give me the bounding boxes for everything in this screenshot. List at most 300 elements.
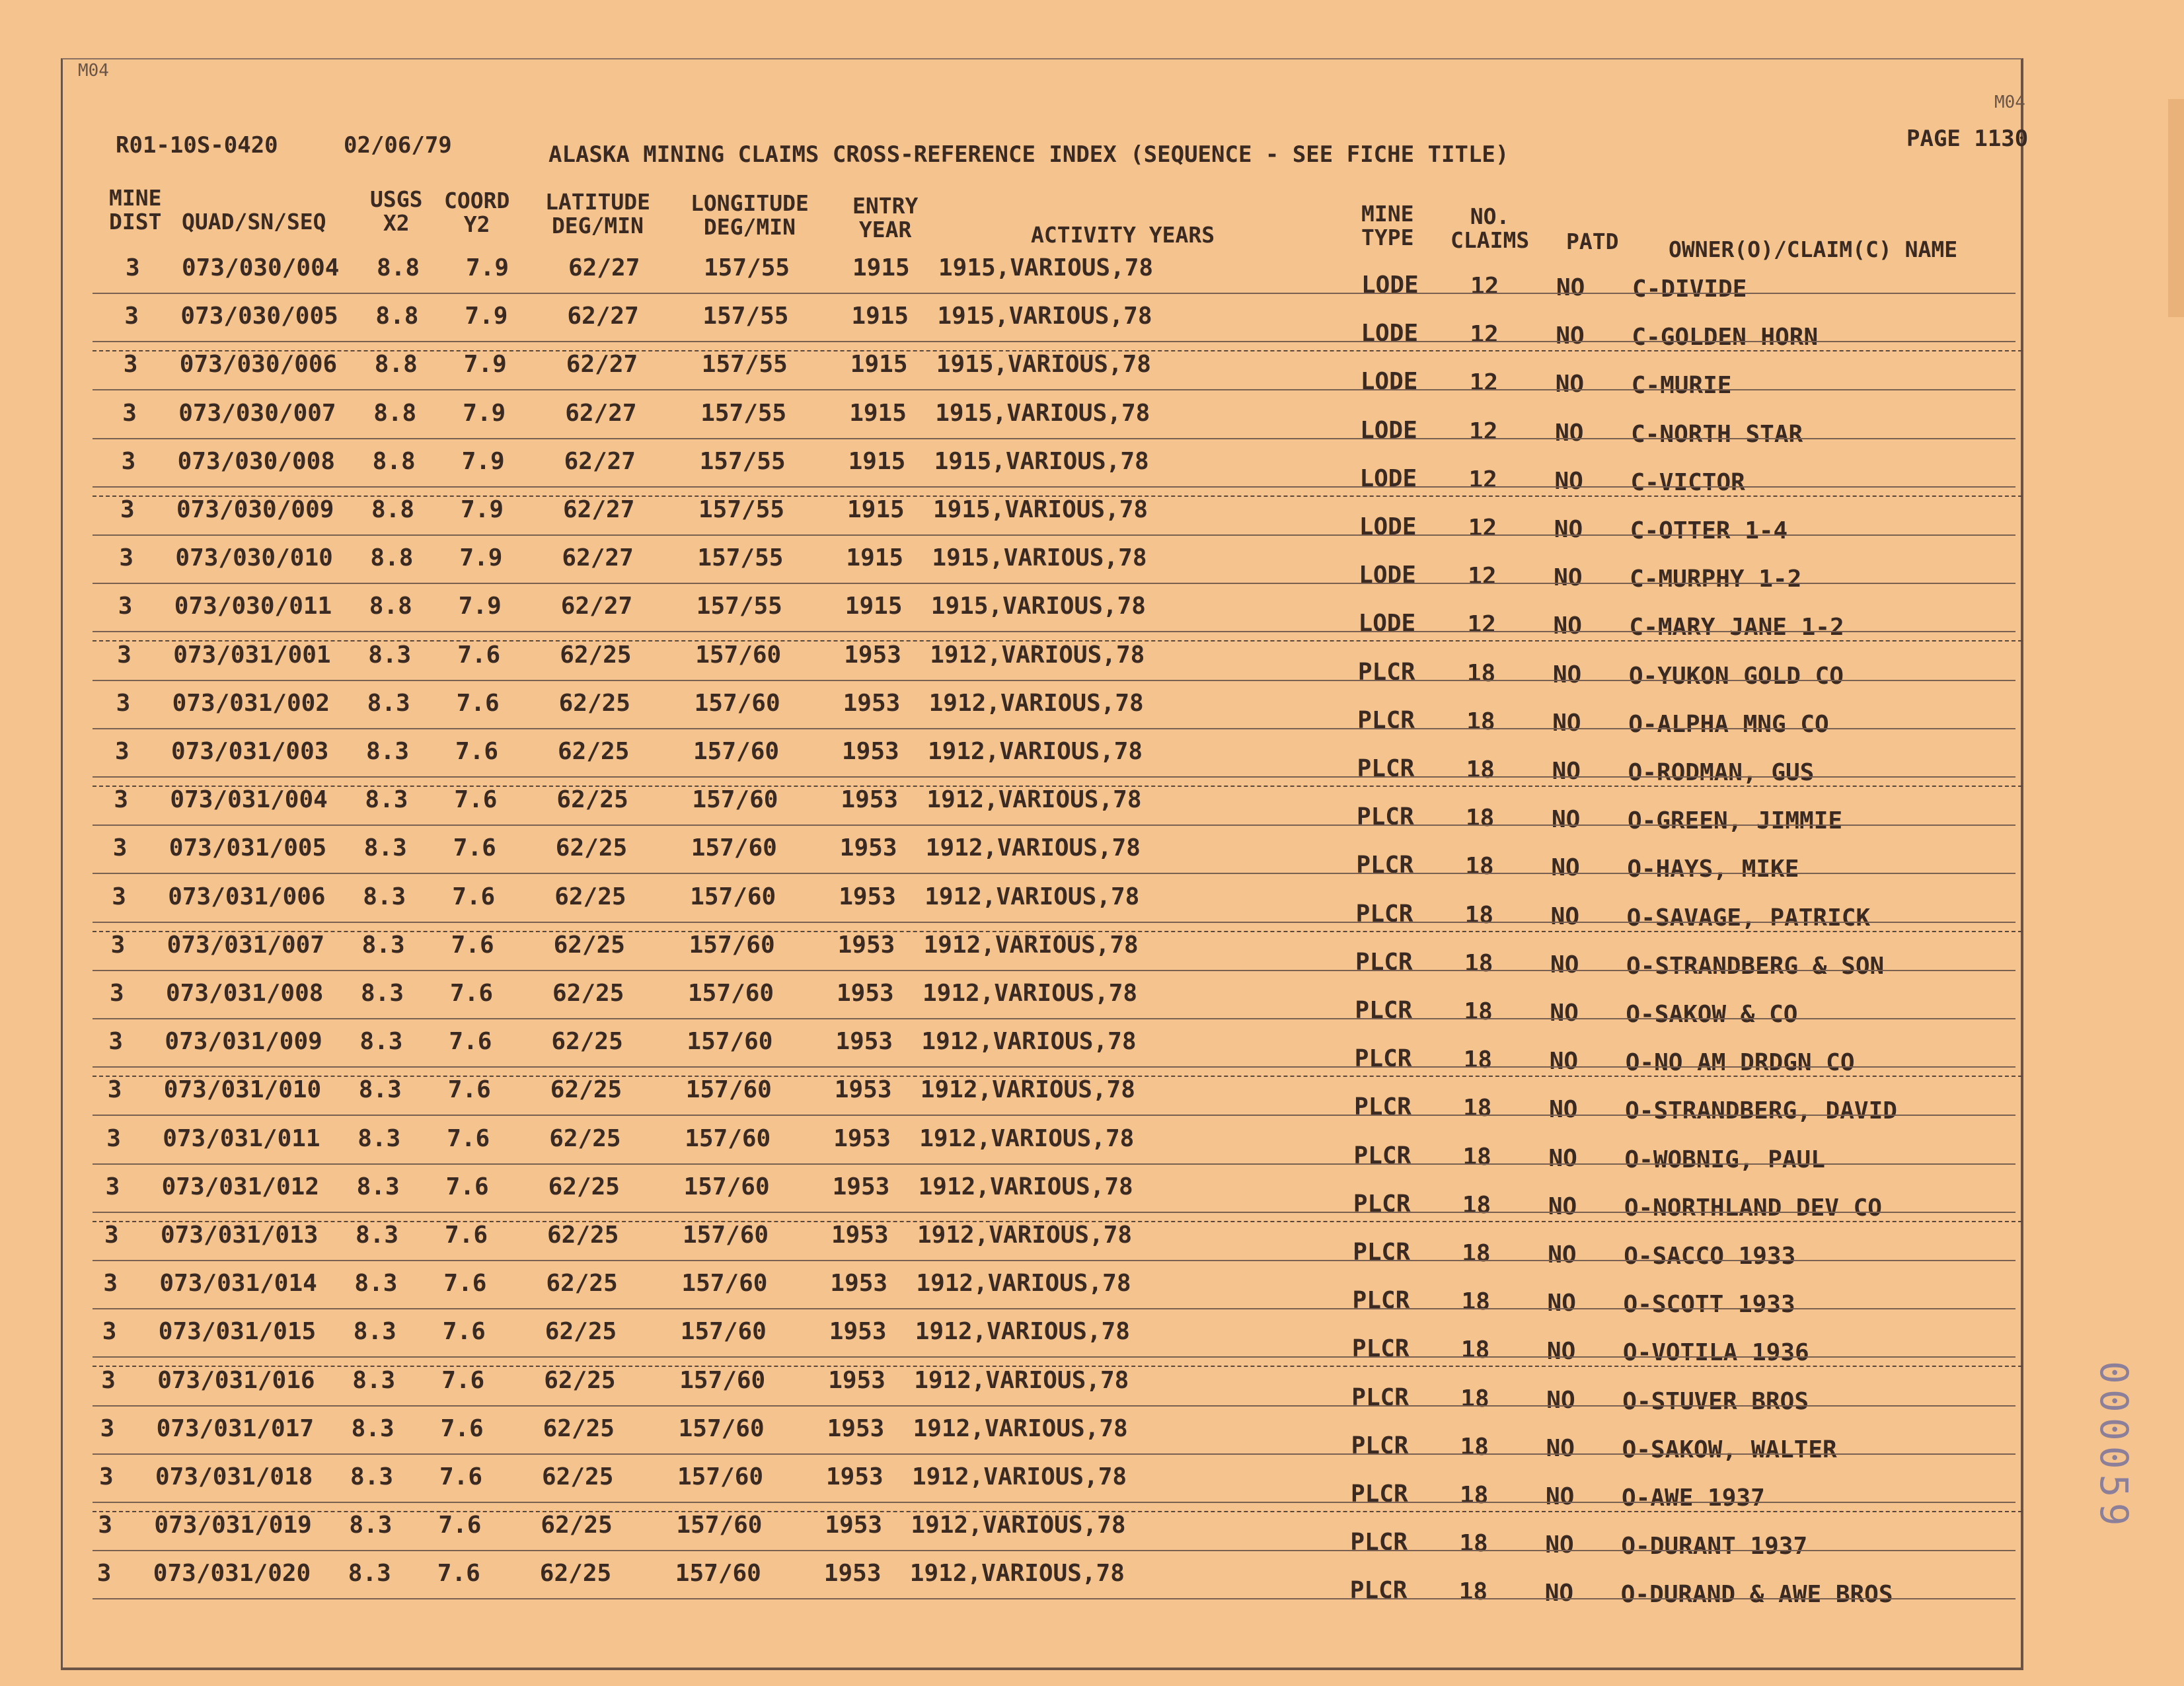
cell-patd: NO: [1555, 419, 1584, 447]
cell-longitude: 157/55: [702, 303, 789, 330]
cell-mine-dist: 3: [122, 399, 137, 427]
cell-activity-years: 1915,VARIOUS,78: [934, 447, 1149, 475]
cell-claims: 18: [1465, 805, 1495, 832]
cell-mine-dist: 3: [124, 303, 139, 330]
cell-latitude: 62/27: [567, 303, 639, 330]
cell-claims: 18: [1460, 1433, 1489, 1461]
cell-claims: 12: [1470, 321, 1499, 349]
cell-latitude: 62/25: [555, 834, 628, 862]
cell-longitude: 157/60: [688, 980, 774, 1007]
cell-usgs-x: 8.8: [373, 399, 417, 427]
cell-coord-y: 7.9: [463, 351, 507, 379]
cell-quad-sn-seq: 073/031/002: [172, 689, 330, 717]
cell-mine-type: PLCR: [1353, 1239, 1410, 1266]
cell-claims: 18: [1465, 853, 1494, 881]
row-divider: [93, 728, 2015, 729]
cell-quad-sn-seq: 073/030/007: [178, 399, 336, 427]
cell-longitude: 157/60: [691, 834, 777, 862]
cell-latitude: 62/27: [560, 593, 633, 620]
table-row: [93, 303, 2022, 351]
col-mine-type: MINE TYPE: [1361, 201, 1414, 250]
cell-entry-year: 1953: [825, 1512, 883, 1539]
row-divider: [93, 341, 2015, 342]
cell-quad-sn-seq: 073/031/017: [156, 1414, 315, 1442]
cell-activity-years: 1912,VARIOUS,78: [914, 1366, 1129, 1394]
cell-activity-years: 1912,VARIOUS,78: [926, 786, 1142, 814]
cell-activity-years: 1912,VARIOUS,78: [913, 1414, 1128, 1442]
row-divider: [93, 922, 2015, 923]
fiche-stamp: 000059: [2091, 1361, 2136, 1531]
report-id: R01-10S-0420: [116, 132, 278, 159]
cell-owner-name: O-HAYS, MIKE: [1627, 856, 1799, 883]
cell-mine-type: PLCR: [1350, 1529, 1408, 1557]
cell-claims: 12: [1468, 515, 1497, 542]
cell-activity-years: 1912,VARIOUS,78: [916, 1270, 1131, 1298]
cell-latitude: 62/25: [548, 1173, 620, 1200]
cell-patd: NO: [1546, 1483, 1575, 1510]
cell-owner-name: C-GOLDEN HORN: [1632, 324, 1819, 351]
table-row: [93, 351, 2022, 398]
cell-latitude: 62/25: [545, 1318, 617, 1346]
cell-usgs-x: 8.3: [366, 738, 410, 765]
cell-owner-name: O-SAKOW, WALTER: [1622, 1436, 1837, 1463]
cell-quad-sn-seq: 073/030/009: [176, 496, 334, 523]
cell-owner-name: O-YUKON GOLD CO: [1628, 662, 1844, 690]
cell-latitude: 62/25: [558, 689, 630, 717]
cell-owner-name: C-OTTER 1-4: [1630, 517, 1788, 544]
cell-mine-dist: 3: [106, 1124, 121, 1152]
cell-usgs-x: 8.3: [367, 689, 410, 717]
cell-owner-name: O-ALPHA MNG CO: [1628, 710, 1829, 738]
cell-activity-years: 1912,VARIOUS,78: [909, 1560, 1125, 1588]
cell-latitude: 62/25: [541, 1512, 613, 1539]
cell-mine-type: LODE: [1361, 320, 1419, 348]
cell-coord-y: 7.6: [439, 1463, 483, 1490]
cell-patd: NO: [1556, 274, 1585, 301]
cell-activity-years: 1915,VARIOUS,78: [937, 303, 1152, 330]
cell-entry-year: 1915: [846, 544, 904, 572]
cell-claims: 18: [1464, 949, 1493, 977]
cell-patd: NO: [1549, 1048, 1579, 1076]
cell-usgs-x: 8.3: [358, 1124, 401, 1152]
cell-longitude: 157/55: [697, 544, 784, 572]
cell-coord-y: 7.6: [445, 1222, 488, 1249]
table-row: [93, 496, 2022, 544]
cell-patd: NO: [1545, 1531, 1574, 1559]
col-usgs-x: USGS X2: [370, 186, 423, 236]
cell-coord-y: 7.6: [442, 1318, 486, 1346]
cell-longitude: 157/55: [699, 447, 786, 475]
cell-patd: NO: [1554, 564, 1583, 592]
cell-longitude: 157/60: [687, 1028, 773, 1056]
cell-usgs-x: 8.3: [361, 931, 405, 959]
cell-owner-name: O-SAVAGE, PATRICK: [1626, 904, 1871, 932]
cell-entry-year: 1953: [827, 1414, 885, 1442]
cell-claims: 12: [1470, 273, 1499, 300]
cell-mine-dist: 3: [100, 1414, 115, 1442]
cell-coord-y: 7.6: [453, 834, 496, 862]
table-row: [93, 1270, 2022, 1317]
cell-patd: NO: [1556, 322, 1585, 350]
cell-patd: NO: [1553, 612, 1582, 640]
cell-owner-name: O-WOBNIG, PAUL: [1624, 1146, 1825, 1173]
cell-quad-sn-seq: 073/030/005: [180, 303, 338, 330]
col-patd: PATD: [1566, 229, 1619, 254]
cell-latitude: 62/25: [553, 931, 625, 959]
cell-owner-name: C-MURIE: [1631, 372, 1732, 400]
cell-usgs-x: 8.3: [356, 1173, 400, 1200]
row-divider: [93, 776, 2015, 778]
cell-claims: 18: [1462, 1143, 1491, 1171]
cell-usgs-x: 8.3: [356, 1222, 399, 1249]
cell-usgs-x: 8.3: [353, 1318, 396, 1346]
cell-activity-years: 1912,VARIOUS,78: [917, 1222, 1133, 1249]
cell-longitude: 157/55: [696, 593, 782, 620]
table-row: [93, 834, 2022, 882]
cell-mine-type: PLCR: [1355, 948, 1413, 976]
cell-patd: NO: [1546, 1386, 1575, 1414]
cell-patd: NO: [1552, 758, 1581, 785]
row-divider: [93, 389, 2015, 390]
cell-quad-sn-seq: 073/031/016: [157, 1366, 315, 1394]
cell-entry-year: 1953: [832, 1173, 890, 1200]
cell-claims: 18: [1458, 1578, 1488, 1606]
cell-mine-type: LODE: [1361, 272, 1419, 299]
cell-owner-name: C-VICTOR: [1630, 468, 1745, 496]
cell-claims: 18: [1464, 998, 1493, 1025]
cell-latitude: 62/25: [544, 1366, 616, 1394]
cell-latitude: 62/25: [560, 641, 632, 669]
row-divider: [93, 438, 2015, 439]
table-row: [93, 544, 2022, 592]
cell-usgs-x: 8.8: [371, 496, 415, 523]
cell-patd: NO: [1548, 1241, 1577, 1268]
cell-coord-y: 7.6: [443, 1270, 487, 1298]
cell-entry-year: 1953: [835, 1028, 893, 1056]
cell-usgs-x: 8.3: [352, 1366, 396, 1394]
cell-latitude: 62/25: [551, 1028, 623, 1056]
cell-longitude: 157/60: [675, 1560, 761, 1588]
cell-claims: 18: [1462, 1240, 1491, 1267]
cell-owner-name: O-RODMAN, GUS: [1628, 759, 1815, 786]
cell-usgs-x: 8.3: [350, 1463, 394, 1490]
row-divider: [93, 970, 2015, 971]
cell-entry-year: 1915: [845, 593, 903, 620]
cell-mine-dist: 3: [117, 641, 132, 669]
cell-coord-y: 7.6: [445, 1173, 489, 1200]
table-row: [93, 1560, 2022, 1607]
cell-activity-years: 1912,VARIOUS,78: [919, 1124, 1135, 1152]
cell-mine-dist: 3: [110, 931, 126, 959]
col-coord-y: COORD Y2: [444, 188, 510, 237]
cell-longitude: 157/60: [689, 931, 775, 959]
cell-quad-sn-seq: 073/031/014: [159, 1270, 317, 1298]
cell-mine-type: PLCR: [1357, 658, 1415, 686]
cell-mine-dist: 3: [101, 1366, 116, 1394]
cell-coord-y: 7.9: [463, 399, 506, 427]
cell-quad-sn-seq: 073/031/005: [169, 834, 327, 862]
cell-mine-type: PLCR: [1357, 706, 1415, 734]
cell-quad-sn-seq: 073/030/008: [177, 447, 336, 475]
row-divider: [93, 825, 2015, 826]
cell-patd: NO: [1547, 1290, 1576, 1317]
table-row: [93, 1463, 2022, 1512]
cell-quad-sn-seq: 073/030/010: [175, 544, 333, 572]
cell-longitude: 157/55: [704, 254, 790, 281]
cell-mine-dist: 3: [119, 544, 134, 572]
cell-patd: NO: [1549, 1096, 1578, 1124]
cell-quad-sn-seq: 073/030/004: [182, 254, 340, 281]
cell-latitude: 62/25: [554, 883, 626, 910]
edge-tab: [2168, 99, 2184, 317]
cell-quad-sn-seq: 073/031/001: [173, 641, 331, 669]
cell-mine-type: PLCR: [1351, 1481, 1408, 1508]
cell-quad-sn-seq: 073/031/009: [165, 1028, 322, 1056]
cell-usgs-x: 8.8: [369, 593, 412, 620]
cell-patd: NO: [1552, 709, 1581, 737]
table-row: [93, 593, 2022, 641]
cell-owner-name: O-DURAND & AWE BROS: [1620, 1581, 1893, 1609]
table-row: [93, 738, 2022, 787]
cell-mine-dist: 3: [107, 1076, 122, 1104]
row-divider: [93, 486, 2015, 488]
cell-coord-y: 7.9: [458, 593, 502, 620]
cell-patd: NO: [1552, 661, 1582, 688]
cell-owner-name: O-SAKOW & CO: [1626, 1001, 1798, 1028]
cell-latitude: 62/25: [547, 1222, 619, 1249]
cell-latitude: 62/27: [563, 496, 635, 523]
cell-mine-dist: 3: [102, 1318, 117, 1346]
cell-coord-y: 7.9: [459, 544, 503, 572]
cell-entry-year: 1953: [831, 1222, 889, 1249]
table-row: [93, 932, 2022, 979]
cell-mine-dist: 3: [118, 593, 133, 620]
cell-quad-sn-seq: 073/031/011: [163, 1124, 320, 1152]
cell-activity-years: 1915,VARIOUS,78: [936, 351, 1151, 379]
cell-activity-years: 1915,VARIOUS,78: [933, 496, 1148, 523]
cell-quad-sn-seq: 073/031/010: [163, 1076, 322, 1104]
cell-mine-type: PLCR: [1356, 852, 1414, 879]
cell-usgs-x: 8.3: [348, 1560, 391, 1588]
cell-mine-dist: 3: [120, 496, 135, 523]
cell-mine-type: PLCR: [1351, 1335, 1410, 1363]
cell-claims: 12: [1469, 369, 1499, 397]
cell-longitude: 157/60: [685, 1076, 772, 1104]
cell-longitude: 157/60: [693, 738, 780, 765]
cell-claims: 18: [1466, 756, 1495, 784]
cell-quad-sn-seq: 073/030/011: [174, 593, 332, 620]
cell-coord-y: 7.9: [461, 496, 504, 523]
cell-activity-years: 1912,VARIOUS,78: [915, 1318, 1130, 1346]
cell-usgs-x: 8.3: [365, 786, 408, 814]
cell-patd: NO: [1546, 1434, 1575, 1462]
cell-activity-years: 1912,VARIOUS,78: [925, 834, 1141, 862]
cell-quad-sn-seq: 073/031/006: [168, 883, 326, 910]
cell-coord-y: 7.6: [457, 641, 501, 669]
row-divider: [93, 583, 2015, 584]
cell-usgs-x: 8.3: [351, 1414, 395, 1442]
cell-owner-name: O-SCOTT 1933: [1623, 1291, 1795, 1319]
cell-claims: 18: [1466, 708, 1495, 735]
cell-usgs-x: 8.3: [361, 980, 404, 1007]
cell-entry-year: 1953: [828, 1366, 885, 1394]
cell-patd: NO: [1548, 1144, 1577, 1172]
cell-activity-years: 1912,VARIOUS,78: [920, 1076, 1135, 1104]
cell-latitude: 62/27: [564, 447, 636, 475]
cell-mine-dist: 3: [112, 883, 126, 910]
cell-coord-y: 7.6: [449, 1028, 492, 1056]
cell-mine-dist: 3: [96, 1560, 112, 1588]
table-row: [93, 786, 2022, 834]
cell-mine-dist: 3: [103, 1270, 118, 1298]
cell-activity-years: 1912,VARIOUS,78: [930, 641, 1145, 669]
cell-usgs-x: 8.3: [349, 1512, 393, 1539]
cell-claims: 18: [1460, 1482, 1489, 1509]
cell-coord-y: 7.6: [452, 883, 496, 910]
cell-usgs-x: 8.3: [363, 883, 406, 910]
cell-entry-year: 1915: [848, 447, 906, 475]
cell-mine-type: PLCR: [1352, 1287, 1410, 1315]
cell-coord-y: 7.6: [455, 738, 499, 765]
cell-activity-years: 1912,VARIOUS,78: [924, 883, 1140, 910]
table-row: [93, 883, 2022, 932]
row-divider: [93, 534, 2015, 536]
cell-longitude: 157/60: [681, 1270, 768, 1298]
cell-owner-name: O-STRANDBERG & SON: [1626, 952, 1885, 980]
cell-mine-type: LODE: [1360, 416, 1417, 444]
cell-mine-dist: 3: [98, 1512, 113, 1539]
table-row: [93, 1173, 2022, 1222]
cell-latitude: 62/25: [543, 1414, 615, 1442]
cell-quad-sn-seq: 073/031/019: [154, 1512, 312, 1539]
cell-mine-dist: 3: [99, 1463, 114, 1490]
cell-latitude: 62/27: [565, 399, 637, 427]
cell-entry-year: 1953: [837, 980, 894, 1007]
cell-owner-name: O-STUVER BROS: [1622, 1387, 1809, 1415]
row-divider: [93, 1502, 2015, 1503]
cell-entry-year: 1915: [851, 303, 909, 330]
cell-mine-type: PLCR: [1357, 755, 1415, 782]
cell-activity-years: 1915,VARIOUS,78: [938, 254, 1154, 281]
cell-activity-years: 1912,VARIOUS,78: [921, 1028, 1137, 1056]
report-date: 02/06/79: [344, 132, 452, 159]
col-activity-years: ACTIVITY YEARS: [1031, 222, 1215, 248]
cell-entry-year: 1953: [826, 1463, 884, 1490]
row-divider: [93, 1308, 2015, 1309]
cell-entry-year: 1953: [834, 1076, 892, 1104]
cell-mine-dist: 3: [116, 689, 131, 717]
cell-longitude: 157/60: [679, 1366, 766, 1394]
cell-coord-y: 7.6: [450, 980, 494, 1007]
table-row: [93, 1512, 2022, 1559]
cell-claims: 12: [1469, 418, 1498, 445]
cell-coord-y: 7.6: [456, 689, 500, 717]
cell-mine-type: PLCR: [1354, 1045, 1412, 1073]
cell-coord-y: 7.6: [438, 1512, 482, 1539]
cell-usgs-x: 8.8: [372, 447, 416, 475]
cell-usgs-x: 8.3: [354, 1270, 398, 1298]
cell-longitude: 157/60: [685, 1124, 771, 1152]
cell-latitude: 62/27: [566, 351, 638, 379]
cell-claims: 18: [1466, 659, 1496, 687]
cell-longitude: 157/60: [694, 689, 780, 717]
cell-activity-years: 1912,VARIOUS,78: [912, 1463, 1127, 1490]
cell-patd: NO: [1548, 1192, 1577, 1220]
cell-latitude: 62/25: [546, 1270, 618, 1298]
cell-usgs-x: 8.3: [358, 1076, 402, 1104]
cell-coord-y: 7.6: [454, 786, 498, 814]
cell-entry-year: 1953: [833, 1124, 891, 1152]
cell-mine-type: PLCR: [1356, 803, 1414, 831]
cell-entry-year: 1915: [850, 351, 908, 379]
page-number: PAGE 1130: [1906, 126, 2029, 152]
row-divider: [93, 1260, 2015, 1261]
row-divider: [93, 873, 2015, 874]
cell-mine-dist: 3: [104, 1222, 119, 1249]
cell-activity-years: 1912,VARIOUS,78: [911, 1512, 1126, 1539]
row-divider: [93, 1356, 2015, 1358]
table-row: [93, 1028, 2022, 1077]
table-row: [93, 1222, 2022, 1269]
cell-mine-dist: 3: [126, 254, 140, 281]
cell-owner-name: C-DIVIDE: [1632, 275, 1747, 303]
row-divider: [93, 1115, 2015, 1116]
cell-mine-dist: 3: [110, 980, 124, 1007]
cell-owner-name: O-NO AM DRDGN CO: [1625, 1049, 1855, 1077]
cell-latitude: 62/27: [562, 544, 634, 572]
cell-latitude: 62/25: [558, 738, 630, 765]
cell-mine-type: LODE: [1358, 610, 1416, 638]
cell-longitude: 157/55: [701, 351, 788, 379]
row-divider: [93, 680, 2015, 681]
cell-owner-name: O-DURANT 1937: [1621, 1533, 1808, 1560]
row-divider: [93, 1018, 2015, 1019]
cell-entry-year: 1953: [837, 931, 895, 959]
col-quad: QUAD/SN/SEQ: [182, 209, 326, 235]
cell-usgs-x: 8.8: [370, 544, 414, 572]
cell-entry-year: 1953: [844, 641, 901, 669]
cell-owner-name: C-MARY JANE 1-2: [1629, 614, 1844, 641]
cell-quad-sn-seq: 073/031/020: [153, 1560, 311, 1588]
cell-claims: 12: [1468, 563, 1497, 591]
cell-coord-y: 7.9: [461, 447, 505, 475]
cell-mine-type: LODE: [1359, 562, 1416, 589]
cell-quad-sn-seq: 073/031/018: [155, 1463, 313, 1490]
cell-usgs-x: 8.8: [377, 254, 420, 281]
cell-claims: 12: [1468, 466, 1497, 494]
cell-mine-type: PLCR: [1354, 1093, 1412, 1121]
table-row: [93, 254, 2022, 302]
cell-mine-dist: 3: [121, 447, 136, 475]
cell-claims: 18: [1463, 1046, 1493, 1074]
cell-longitude: 157/55: [700, 399, 787, 427]
cell-owner-name: O-NORTHLAND DEV CO: [1624, 1194, 1882, 1222]
cell-latitude: 62/25: [549, 1124, 621, 1152]
cell-mine-type: PLCR: [1355, 997, 1413, 1024]
cell-claims: 18: [1464, 901, 1494, 929]
row-divider: [93, 1066, 2015, 1068]
cell-entry-year: 1953: [839, 883, 896, 910]
row-divider: [93, 1550, 2015, 1551]
cell-quad-sn-seq: 073/031/013: [161, 1222, 319, 1249]
cell-activity-years: 1912,VARIOUS,78: [928, 689, 1144, 717]
cell-owner-name: C-NORTH STAR: [1631, 420, 1803, 448]
cell-mine-dist: 3: [123, 351, 138, 379]
cell-owner-name: O-GREEN, JIMMIE: [1627, 807, 1843, 835]
table-row: [93, 1367, 2022, 1414]
cell-usgs-x: 8.3: [368, 641, 412, 669]
row-divider: [93, 1453, 2015, 1455]
